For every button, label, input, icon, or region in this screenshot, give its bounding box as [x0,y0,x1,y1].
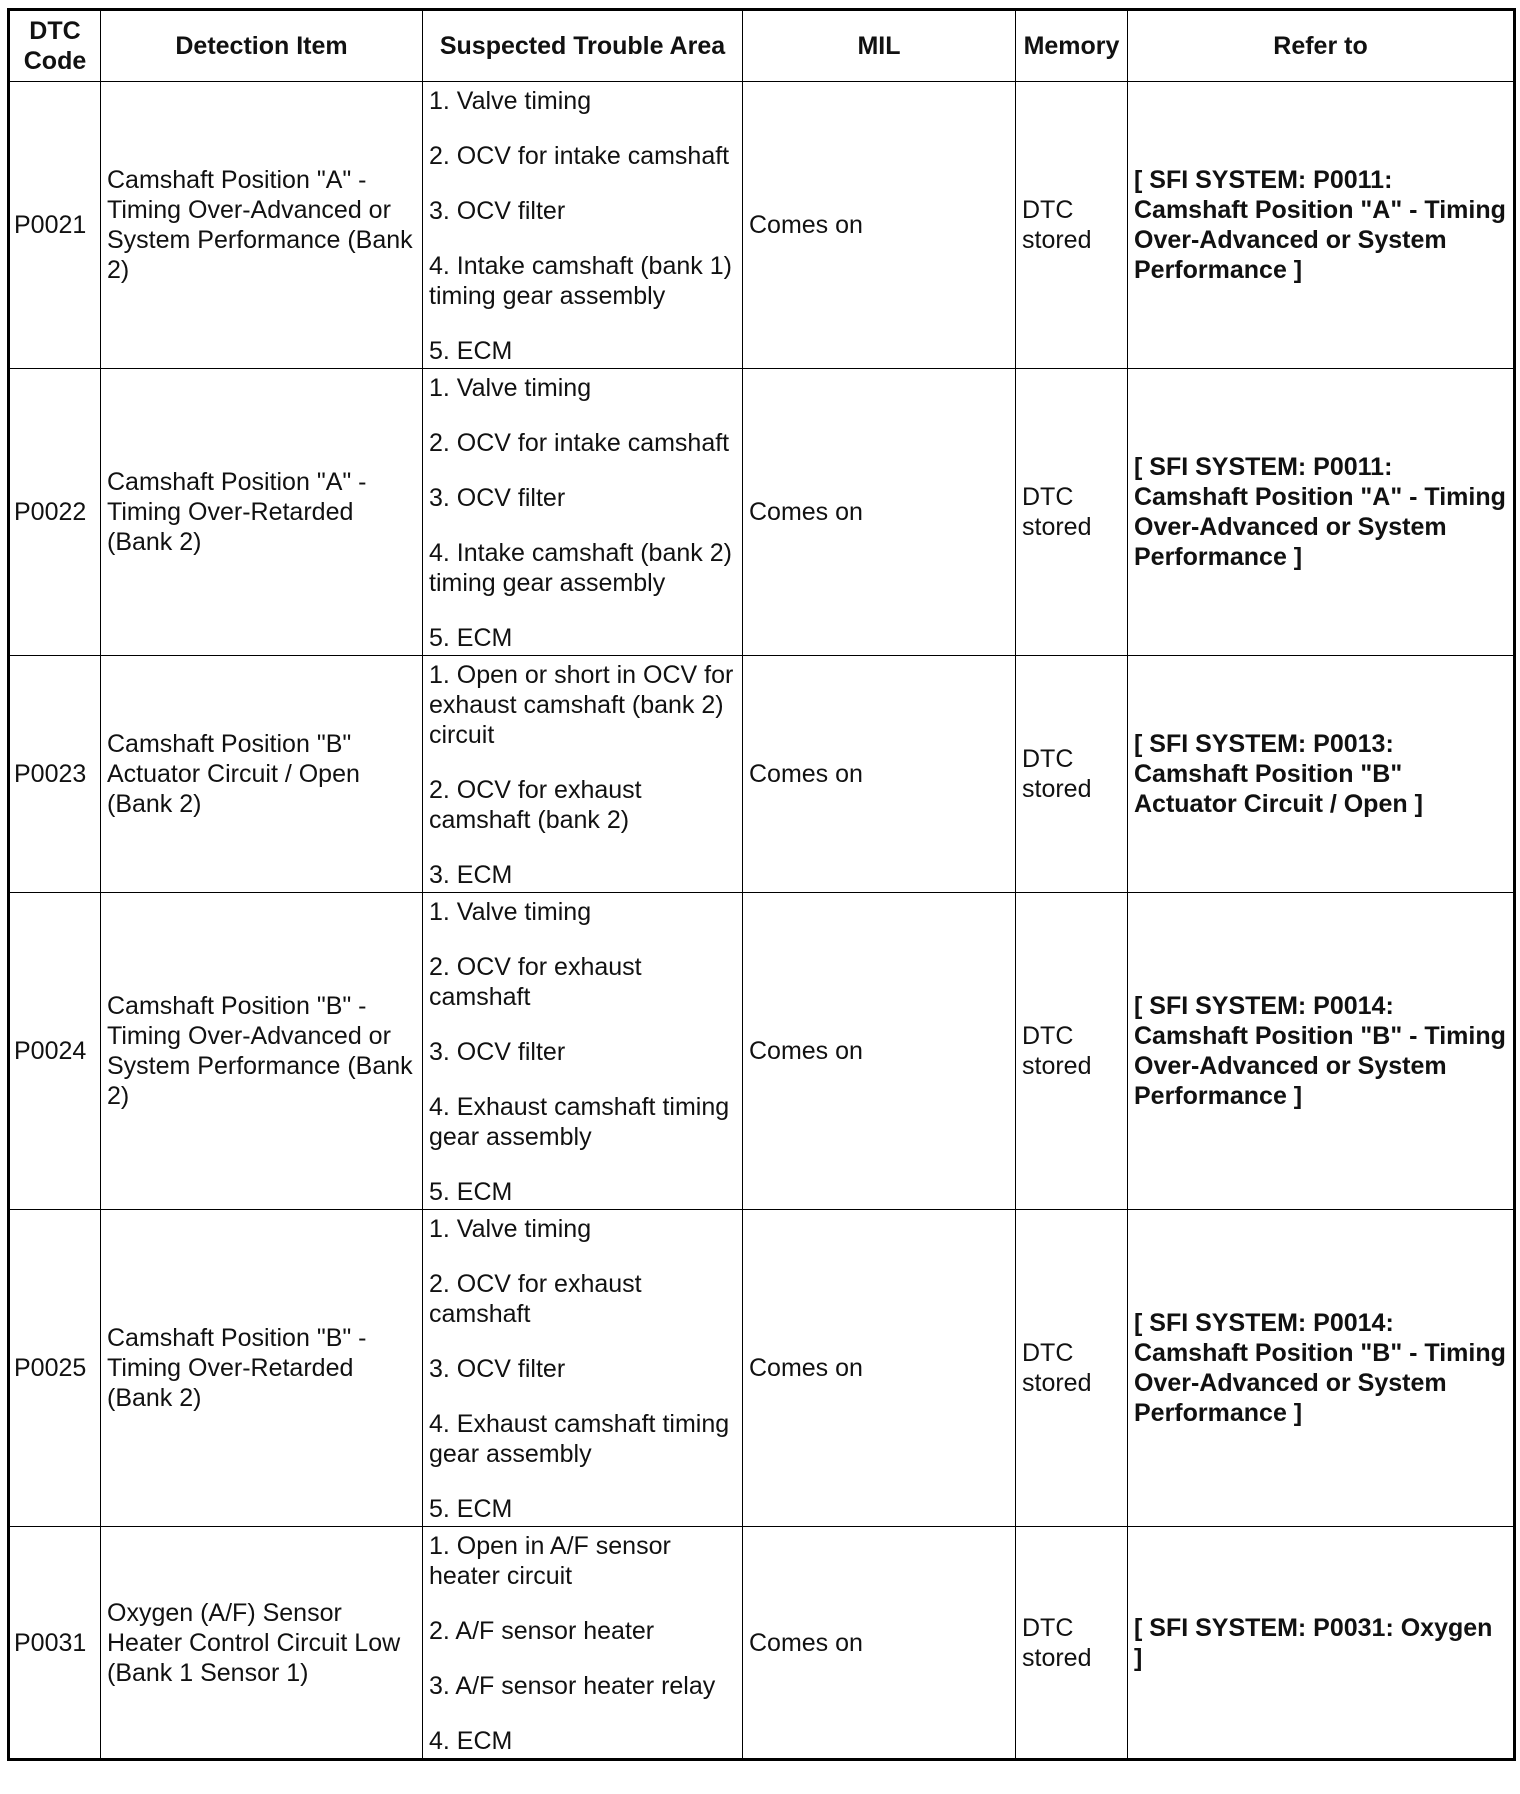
trouble-item: 4. ECM [429,1727,513,1755]
trouble-item: 2. OCV for exhaust camshaft (bank 2) [429,776,642,834]
dtc-code-cell: P0022 [9,369,101,656]
detection-item-cell: Camshaft Position "B" Actuator Circuit / Open (Bank 2) [101,656,423,893]
trouble-list [429,1531,736,1756]
header-mil: MIL [743,10,1016,82]
mil-cell: Comes on [743,893,1016,1210]
memory-cell: DTC stored [1016,1527,1128,1760]
trouble-item: 5. ECM [429,337,513,365]
trouble-item: 3. OCV filter [429,197,566,225]
dtc-code-cell: P0021 [9,82,101,369]
trouble-item: 4. Intake camshaft (bank 1) timing gear assembly [429,252,732,310]
trouble-item: 2. OCV for exhaust camshaft [429,953,642,1011]
refer-to-cell: [ SFI SYSTEM: P0031: Oxygen ] [1128,1527,1515,1760]
dtc-code-cell: P0025 [9,1210,101,1527]
suspected-trouble-cell [423,1210,743,1527]
trouble-list [429,897,736,1207]
suspected-trouble-cell [423,82,743,369]
trouble-item: 4. Exhaust camshaft timing gear assembly [429,1093,730,1151]
trouble-item: 1. Valve timing [429,898,592,926]
trouble-item: 3. OCV filter [429,1355,566,1383]
header-refer-to: Refer to [1128,10,1515,82]
trouble-list [429,660,736,890]
trouble-item: 2. A/F sensor heater [429,1617,655,1645]
detection-item-cell: Camshaft Position "A" - Timing Over-Retarded (Bank 2) [101,369,423,656]
table-row [9,656,1515,893]
mil-cell: Comes on [743,1210,1016,1527]
trouble-item: 5. ECM [429,1178,513,1206]
trouble-item: 2. OCV for intake camshaft [429,142,730,170]
mil-cell: Comes on [743,82,1016,369]
trouble-item: 1. Open in A/F sensor heater circuit [429,1532,671,1590]
memory-cell: DTC stored [1016,656,1128,893]
trouble-item: 2. OCV for intake camshaft [429,429,730,457]
detection-item-cell: Camshaft Position "B" - Timing Over-Advanced or System Performance (Bank 2) [101,893,423,1210]
table-row [9,82,1515,369]
trouble-item: 4. Intake camshaft (bank 2) timing gear assembly [429,539,732,597]
trouble-item: 1. Open or short in OCV for exhaust camshaft (bank 2) circuit [429,661,734,749]
memory-cell: DTC stored [1016,369,1128,656]
suspected-trouble-cell [423,1527,743,1760]
header-memory: Memory [1016,10,1128,82]
trouble-item: 5. ECM [429,1495,513,1523]
dtc-code-cell: P0031 [9,1527,101,1760]
table-row [9,893,1515,1210]
mil-cell: Comes on [743,1527,1016,1760]
trouble-list [429,373,736,653]
header-dtc-code: DTC Code [9,10,101,82]
trouble-item: 4. Exhaust camshaft timing gear assembly [429,1410,730,1468]
memory-cell: DTC stored [1016,1210,1128,1527]
trouble-item: 3. ECM [429,861,513,889]
table-header [9,10,1515,82]
header-suspected-trouble-area: Suspected Trouble Area [423,10,743,82]
dtc-table [7,8,1516,1761]
trouble-item: 3. OCV filter [429,1038,566,1066]
refer-to-cell: [ SFI SYSTEM: P0013: Camshaft Position "B" Actuator Circuit / Open ] [1128,656,1515,893]
trouble-list [429,1214,736,1524]
memory-cell: DTC stored [1016,893,1128,1210]
trouble-item: 1. Valve timing [429,87,592,115]
detection-item-cell: Oxygen (A/F) Sensor Heater Control Circuit Low (Bank 1 Sensor 1) [101,1527,423,1760]
memory-cell: DTC stored [1016,82,1128,369]
table-row [9,369,1515,656]
header-detection-item: Detection Item [101,10,423,82]
trouble-list [429,86,736,366]
suspected-trouble-cell [423,369,743,656]
mil-cell: Comes on [743,369,1016,656]
refer-to-cell: [ SFI SYSTEM: P0014: Camshaft Position "B" - Timing Over-Advanced or System Performance ] [1128,893,1515,1210]
refer-to-cell: [ SFI SYSTEM: P0011: Camshaft Position "A" - Timing Over-Advanced or System Performance ] [1128,82,1515,369]
detection-item-cell: Camshaft Position "A" - Timing Over-Advanced or System Performance (Bank 2) [101,82,423,369]
trouble-item: 2. OCV for exhaust camshaft [429,1270,642,1328]
dtc-code-cell: P0024 [9,893,101,1210]
suspected-trouble-cell [423,893,743,1210]
refer-to-cell: [ SFI SYSTEM: P0011: Camshaft Position "A" - Timing Over-Advanced or System Performance ] [1128,369,1515,656]
table-row [9,1210,1515,1527]
table-body [9,82,1515,1760]
trouble-item: 1. Valve timing [429,374,592,402]
table-row [9,1527,1515,1760]
mil-cell: Comes on [743,656,1016,893]
refer-to-cell: [ SFI SYSTEM: P0014: Camshaft Position "B" - Timing Over-Advanced or System Performance ] [1128,1210,1515,1527]
header-row [9,10,1515,82]
trouble-item: 1. Valve timing [429,1215,592,1243]
trouble-item: 3. OCV filter [429,484,566,512]
suspected-trouble-cell [423,656,743,893]
detection-item-cell: Camshaft Position "B" - Timing Over-Retarded (Bank 2) [101,1210,423,1527]
trouble-item: 5. ECM [429,624,513,652]
trouble-item: 3. A/F sensor heater relay [429,1672,716,1700]
dtc-code-cell: P0023 [9,656,101,893]
